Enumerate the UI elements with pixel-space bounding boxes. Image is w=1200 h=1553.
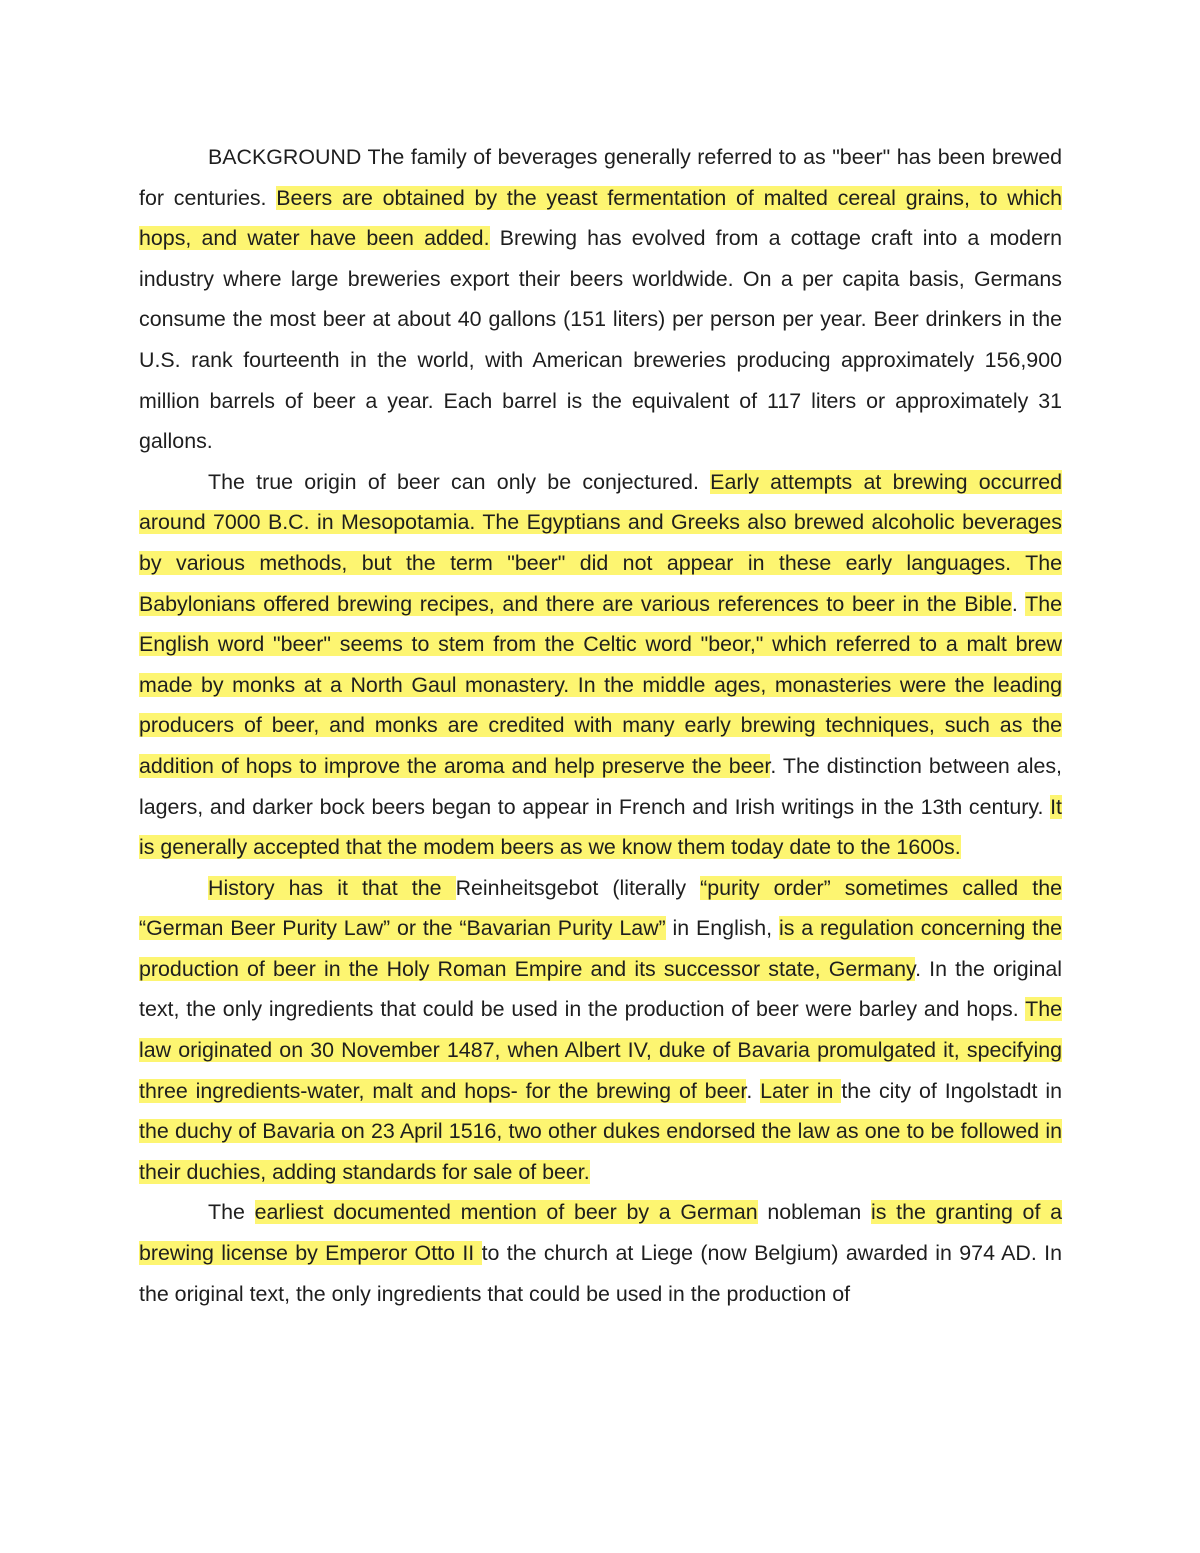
text-segment: . In the original text, the only ingredients that could be used in the production of beer were barley and hops.	[139, 956, 1062, 1022]
highlighted-text: Beers are obtained by the yeast fermentation of malted cereal grains, to which hops, and water have been added.	[139, 185, 1062, 251]
text-segment: The	[208, 1200, 255, 1225]
paragraph-reinheitsgebot	[139, 868, 1062, 1193]
paragraph-earliest-mention	[139, 1192, 1062, 1314]
text-segment: . The distinction between ales, lagers, and darker bock beers began to appear in French and Irish writings in the 13th century.	[139, 753, 1062, 819]
highlighted-text: the duchy of Bavaria on 23 April 1516, two other dukes endorsed the law as one to be followed in their duchies, adding standards for sale of beer.	[139, 1119, 1062, 1184]
paragraph-origin	[139, 462, 1062, 868]
highlighted-text: Later in	[760, 1078, 842, 1103]
text-segment: BACKGROUND The family of beverages generally referred to as "beer" has been brewed for centuries.	[139, 145, 1062, 210]
highlighted-text: The English word "beer" seems to stem from the Celtic word "beor," which referred to a malt brew made by monks at a North Gaul monastery. In the middle ages, monasteries were the leading producers of beer, and monks are credited with many early brewing techniques, such as the addition of hops to improve the aroma and help preserve the beer	[139, 591, 1062, 778]
highlighted-text: Early attempts at brewing occurred around 7000 B.C. in Mesopotamia. The Egyptians and Greeks also brewed alcoholic beverages by various methods, but the term "beer" did not appear in these early languages. The Babylonians offered brewing recipes, and there are various references to beer in the Bible	[139, 469, 1062, 616]
highlighted-text: earliest documented mention of beer by a German	[254, 1200, 758, 1225]
text-segment: .	[746, 1078, 761, 1103]
text-segment: in English,	[665, 916, 779, 941]
highlighted-text: The law originated on 30 November 1487, when Albert IV, duke of Bavaria promulgated it, specifying three ingredients-water, malt and hops- for the brewing of beer	[139, 997, 1062, 1103]
text-segment: to the church at Liege (now Belgium) awarded in 974 AD. In the original text, the only ingredients that could be used in the production of	[139, 1241, 1062, 1306]
text-segment: The true origin of beer can only be conjectured.	[208, 469, 711, 494]
document-page	[139, 137, 1062, 1314]
text-segment: nobleman	[757, 1200, 871, 1225]
text-segment: the city of Ingolstadt in	[841, 1078, 1062, 1103]
paragraph-background	[139, 137, 1062, 462]
text-segment: Reinheitsgebot (literally	[455, 875, 701, 900]
text-segment: .	[1011, 591, 1026, 616]
highlighted-text: “purity order” sometimes called the “German Beer Purity Law” or the “Bavarian Purity Law”	[139, 875, 1062, 941]
highlighted-text: is a regulation concerning the production of beer in the Holy Roman Empire and its successor state, Germany	[139, 916, 1063, 981]
text-segment: Brewing has evolved from a cottage craft into a modern industry where large breweries export their beers worldwide. On a per capita basis, Germans consume the most beer at about 40 gallons (151 liters) per person per year. Beer drinkers in the U.S. rank fourteenth in the world, with American breweries producing approximately 156,900 million barrels of beer a year. Each barrel is the equivalent of 117 liters or approximately 31 gallons.	[139, 226, 1062, 454]
highlighted-text: History has it that the	[208, 875, 456, 900]
highlighted-text: is the granting of a brewing license by Emperor Otto II	[139, 1200, 1062, 1266]
highlighted-text: It is generally accepted that the modem beers as we know them today date to the 1600s.	[139, 794, 1062, 860]
